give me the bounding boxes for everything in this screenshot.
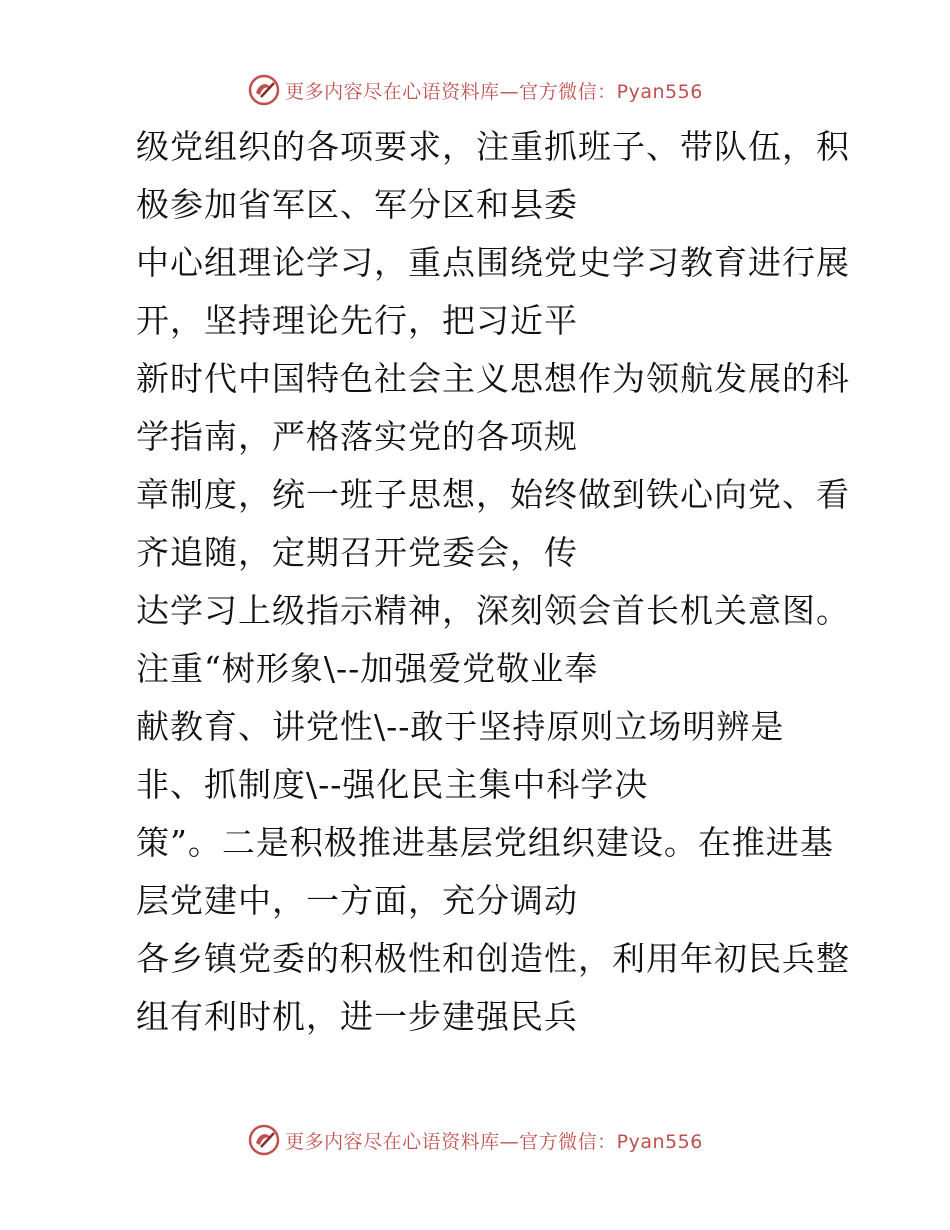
paragraph-1: 级党组织的各项要求，注重抓班子、带队伍，积 极参加省军区、军分区和县委 — [136, 127, 850, 224]
header-banner — [0, 70, 950, 110]
paragraph-5: 达学习上级指示精神，深刻领会首长机关意图。 注重“树形象\--加强爱党敬业奉 — [136, 591, 850, 688]
document-body — [0, 118, 950, 1046]
paragraph-4: 章制度，统一班子思想，始终做到铁心向党、看 齐追随，定期召开党委会，传 — [136, 475, 850, 572]
header-banner-text: 更多内容尽在心语资料库—官方微信：Pyan556 — [285, 80, 703, 103]
footer-banner-text: 更多内容尽在心语资料库—官方微信：Pyan556 — [285, 1130, 703, 1153]
paragraph-8: 各乡镇党委的积极性和创造性，利用年初民兵整 组有利时机，进一步建强民兵 — [136, 939, 850, 1036]
paragraph-3: 新时代中国特色社会主义思想作为领航发展的科 学指南，严格落实党的各项规 — [136, 359, 850, 456]
logo-icon — [247, 73, 281, 107]
paragraph-2: 中心组理论学习，重点围绕党史学习教育进行展 开，坚持理论先行，把习近平 — [136, 243, 850, 340]
paragraph-6: 献教育、讲党性\--敢于坚持原则立场明辨是 非、抓制度\--强化民主集中科学决 — [136, 707, 785, 804]
logo-icon — [247, 1123, 281, 1157]
paragraph-7: 策”。二是积极推进基层党组织建设。在推进基 层党建中，一方面，充分调动 — [136, 823, 834, 920]
footer-banner — [0, 1120, 950, 1160]
